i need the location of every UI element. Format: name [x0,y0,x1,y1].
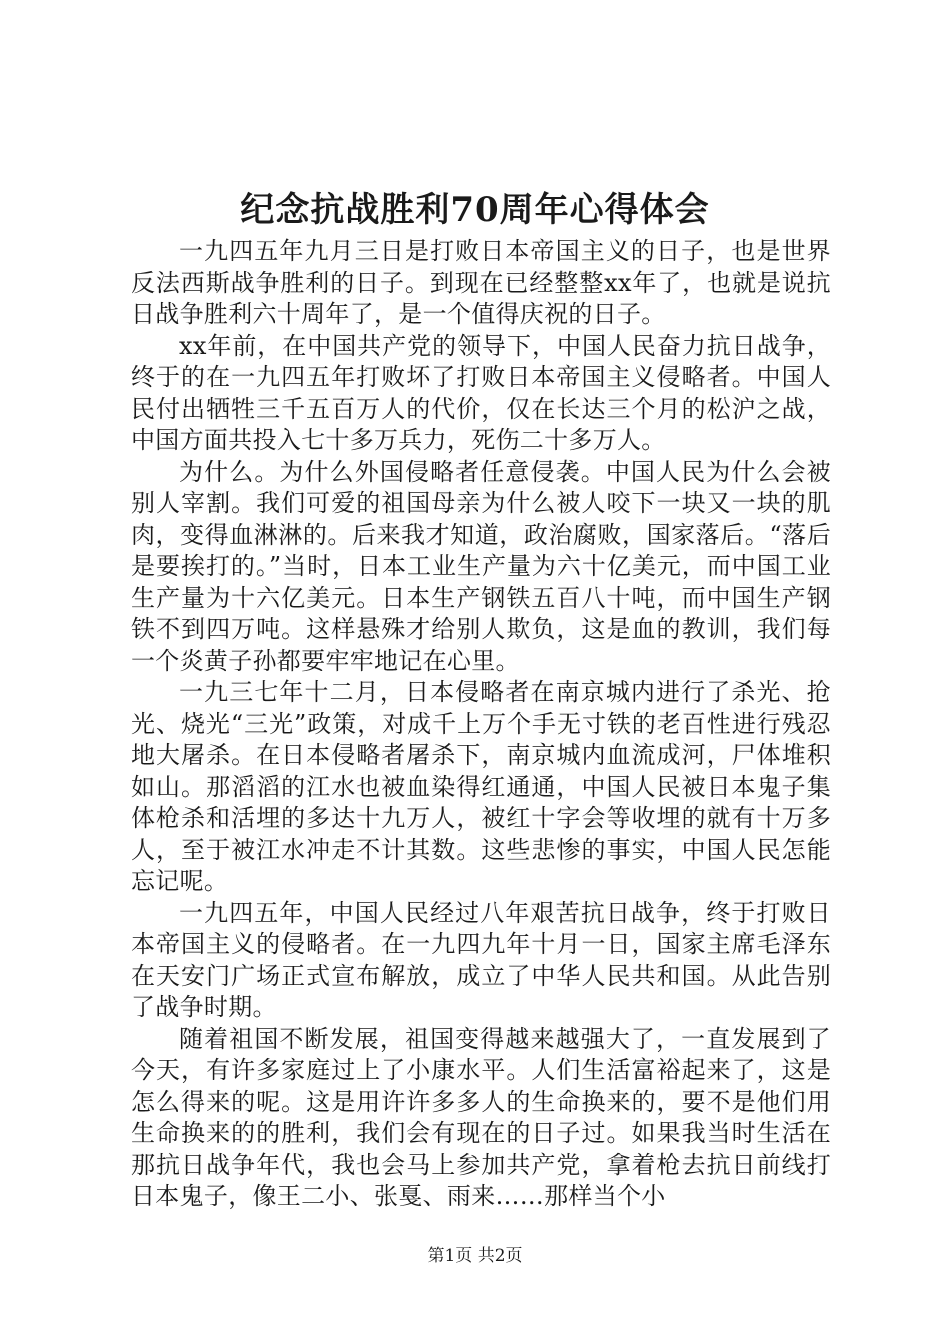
page-number-footer: 第1页 共2页 [427,1246,523,1266]
paragraph: 一九四五年九月三日是打败日本帝国主义的日子，也是世界反法西斯战争胜利的日子。到现在已经整整xx年了，也就是说抗日战争胜利六十周年了，是一个值得庆祝的日子。 [131,237,831,328]
paragraph: 一九三七年十二月，日本侵略者在南京城内进行了杀光、抢光、烧光“三光”政策，对成千上万个手无寸铁的老百性进行残忍地大屠杀。在日本侵略者屠杀下，南京城内血流成河，尸体堆积如山。那滔滔的江水也被血染得红通通，中国人民被日本鬼子集体枪杀和活埋的多达十九万人，被红十字会等收埋的就有十万多人，至于被江水冲走不计其数。这些悲惨的事实，中国人民怎能忘记呢。 [131,678,831,895]
paragraph: xx年前，在中国共产党的领导下，中国人民奋力抗日战争，终于的在一九四五年打败坏了打败日本帝国主义侵略者。中国人民付出牺牲三千五百万人的代价，仅在长达三个月的松沪之战，中国方面共投入七十多万兵力，死伤二十多万人。 [131,331,831,454]
paragraph: 随着祖国不断发展，祖国变得越来越强大了，一直发展到了今天，有许多家庭过上了小康水平。人们生活富裕起来了，这是怎么得来的呢。这是用许许多多人的生命换来的，要不是他们用生命换来的的胜利，我们会有现在的日子过。如果我当时生活在那抗日战争年代，我也会马上参加共产党，拿着枪去抗日前线打日本鬼子，像王二小、张戛、雨来……那样当个小 [131,1024,831,1210]
paragraph: 一九四五年，中国人民经过八年艰苦抗日战争，终于打败日本帝国主义的侵略者。在一九四九年十月一日，国家主席毛泽东在天安门广场正式宣布解放，成立了中华人民共和国。从此告别了战争时期。 [131,898,831,1021]
document-body [131,236,831,1213]
paragraph: 为什么。为什么外国侵略者任意侵袭。中国人民为什么会被别人宰割。我们可爱的祖国母亲为什么被人咬下一块又一块的肌肉，变得血淋淋的。后来我才知道，政治腐败，国家落后。“落后是要挨打的。”当时，日本工业生产量为六十亿美元，而中国工业生产量为十六亿美元。日本生产钢铁五百八十吨，而中国生产钢铁不到四万吨。这样悬殊才给别人欺负，这是血的教训，我们每一个炎黄子孙都要牢牢地记在心里。 [131,457,831,675]
document-title: 纪念抗战胜利70周年心得体会 [240,190,710,230]
